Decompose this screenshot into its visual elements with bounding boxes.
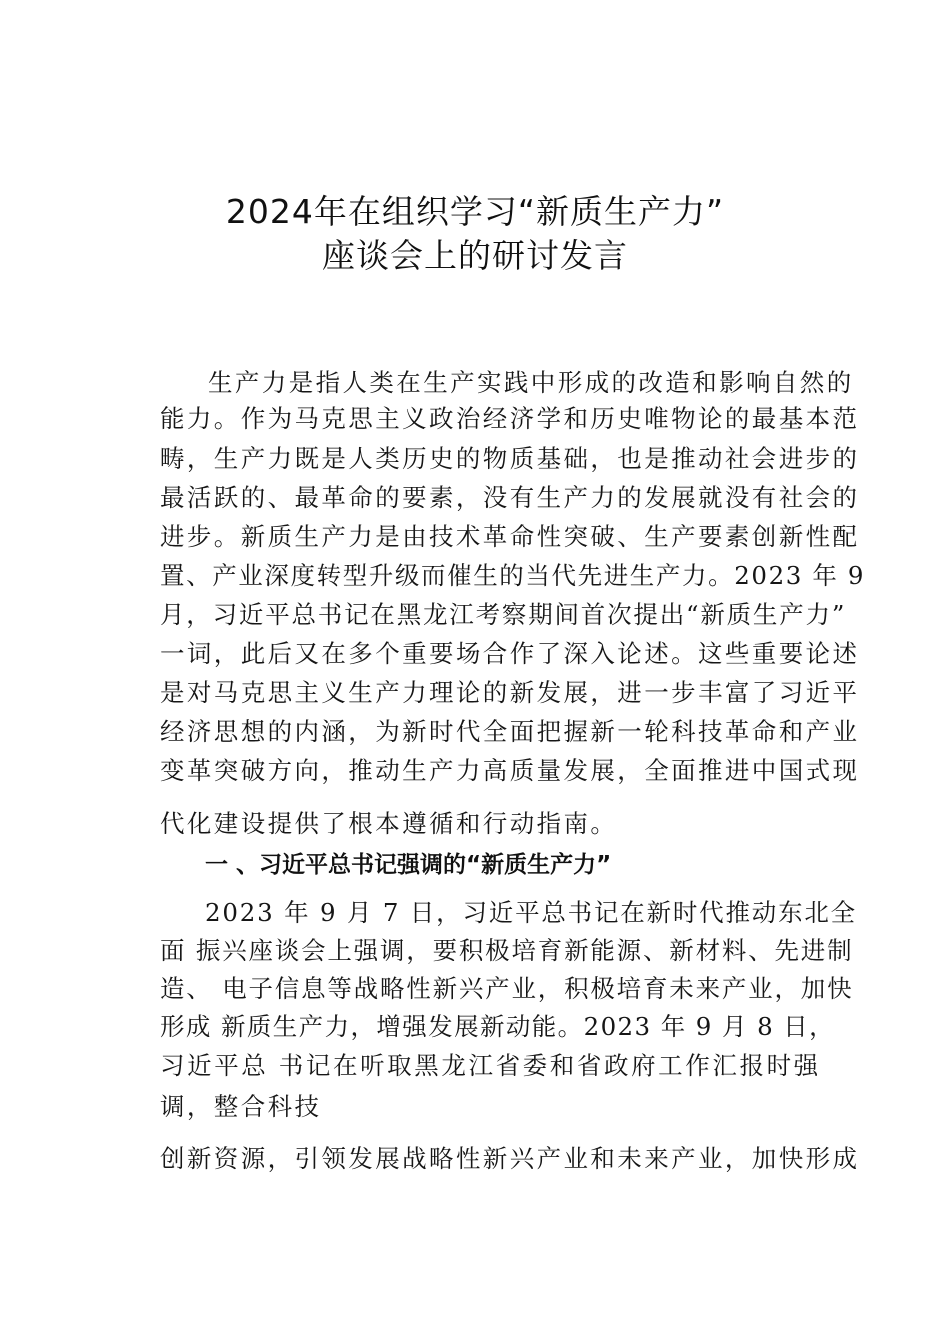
paragraph-line: 造、 电子信息等战略性新兴产业，积极培育未来产业，加快 [160, 974, 854, 1003]
paragraph-line: 习近平总 书记在听取黑龙江省委和省政府工作汇报时强 [160, 1051, 821, 1080]
paragraph-line: 经济思想的内涵，为新时代全面把握新一轮科技革命和产业 [160, 717, 860, 746]
document-title-line-1: 2024年在组织学习“新质生产力” [225, 192, 725, 231]
paragraph-line: 月，习近平总书记在黑龙江考察期间首次提出“新质生产力” [160, 600, 847, 629]
paragraph-line: 创新资源，引领发展战略性新兴产业和未来产业，加快形成 [160, 1144, 860, 1173]
paragraph-line: 代化建设提供了根本遵循和行动指南。 [160, 809, 618, 838]
document-title-line-2: 座谈会上的研讨发言 [322, 236, 628, 275]
paragraph-line: 置、产业深度转型升级而催生的当代先进生产力。2023 年 9 [160, 561, 866, 590]
paragraph-line: 调，整合科技 [160, 1092, 322, 1121]
paragraph-line: 畴，生产力既是人类历史的物质基础，也是推动社会进步的 [160, 444, 860, 473]
paragraph-line: 一词，此后又在多个重要场合作了深入论述。这些重要论述 [160, 639, 860, 668]
paragraph-line: 能力。作为马克思主义政治经济学和历史唯物论的最基本范 [160, 404, 860, 433]
paragraph-line: 2023 年 9 月 7 日，习近平总书记在新时代推动东北全 [205, 898, 857, 927]
paragraph-line: 变革突破方向，推动生产力高质量发展，全面推进中国式现 [160, 756, 860, 785]
paragraph-line: 是对马克思主义生产力理论的新发展，进一步丰富了习近平 [160, 678, 860, 707]
paragraph-line: 最活跃的、最革命的要素，没有生产力的发展就没有社会的 [160, 483, 860, 512]
paragraph-line: 形成 新质生产力，增强发展新动能。2023 年 9 月 8 日， [160, 1012, 836, 1041]
paragraph-line: 生产力是指人类在生产实践中形成的改造和影响自然的 [208, 368, 854, 397]
section-heading: 一 、习近平总书记强调的“新质生产力” [205, 852, 612, 878]
paragraph-line: 进步。新质生产力是由技术革命性突破、生产要素创新性配 [160, 522, 860, 551]
paragraph-line: 面 振兴座谈会上强调，要积极培育新能源、新材料、先进制 [160, 936, 854, 965]
